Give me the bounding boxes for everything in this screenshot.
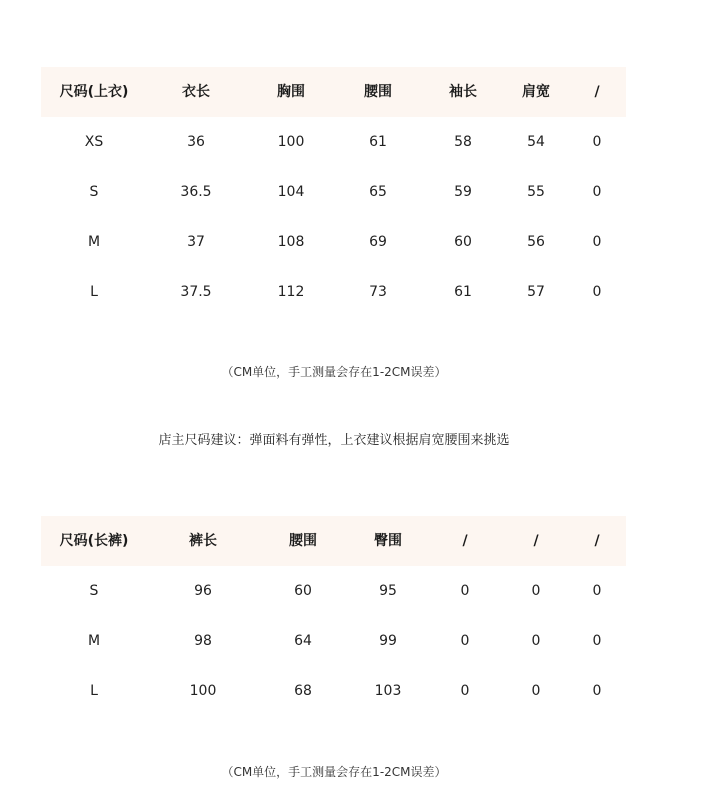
table-row [41, 217, 626, 267]
header-cell-size: 尺码(上衣) [59, 84, 129, 100]
table-cell: 0 [531, 583, 541, 599]
table-cell: 0 [460, 633, 470, 649]
table-cell: 103 [374, 683, 402, 699]
table-row [41, 566, 626, 616]
table-cell: 108 [277, 234, 305, 250]
header-cell-waist: 腰围 [289, 533, 317, 549]
header-cell-hip: 臀围 [374, 533, 402, 549]
table-cell: 57 [527, 284, 545, 300]
table-cell: XS [84, 134, 104, 150]
table-cell: 104 [277, 184, 305, 200]
table-cell: 95 [379, 583, 397, 599]
bottom-table-header-row [41, 516, 626, 566]
header-cell-slash: / [594, 533, 600, 549]
size-advice: 店主尺码建议：弹面料有弹性，上衣建议根据肩宽腰围来挑选 [158, 433, 510, 448]
header-cell-chest: 胸围 [277, 84, 305, 100]
table-cell: M [87, 633, 101, 649]
table-cell: 54 [527, 134, 545, 150]
measurement-note: （CM单位，手工测量会存在1-2CM误差） [221, 765, 447, 779]
table-cell: 96 [194, 583, 212, 599]
header-cell-shoulder: 肩宽 [522, 84, 550, 100]
table-cell: 55 [527, 184, 545, 200]
table-cell: S [89, 184, 99, 200]
table-cell: 37 [187, 234, 205, 250]
table-cell: 60 [454, 234, 472, 250]
header-cell-sleeve: 袖长 [449, 84, 477, 100]
table-cell: 0 [592, 134, 602, 150]
header-cell-waist: 腰围 [364, 84, 392, 100]
table-cell: 36.5 [180, 184, 212, 200]
table-cell: 37.5 [180, 284, 212, 300]
table-cell: 0 [592, 583, 602, 599]
table-cell: L [90, 284, 98, 300]
header-cell-length: 衣长 [182, 84, 210, 100]
table-cell: 69 [369, 234, 387, 250]
header-cell-pants-length: 裤长 [189, 533, 217, 549]
table-cell: M [87, 234, 101, 250]
table-cell: 99 [379, 633, 397, 649]
table-cell: 100 [189, 683, 217, 699]
table-cell: 59 [454, 184, 472, 200]
table-cell: 60 [294, 583, 312, 599]
bottom-size-table [41, 516, 626, 716]
table-row [41, 117, 626, 167]
table-cell: 112 [277, 284, 305, 300]
table-row [41, 167, 626, 217]
measurement-note: （CM单位，手工测量会存在1-2CM误差） [221, 365, 447, 379]
top-table-header-row [41, 67, 626, 117]
table-cell: 73 [369, 284, 387, 300]
table-cell: 0 [592, 683, 602, 699]
header-cell-slash: / [594, 84, 600, 100]
table-cell: 68 [294, 683, 312, 699]
table-row [41, 616, 626, 666]
header-cell-slash: / [533, 533, 539, 549]
table-cell: 100 [277, 134, 305, 150]
table-cell: L [90, 683, 98, 699]
header-cell-slash: / [462, 533, 468, 549]
table-cell: 65 [369, 184, 387, 200]
table-cell: 0 [592, 184, 602, 200]
table-cell: S [89, 583, 99, 599]
table-cell: 56 [527, 234, 545, 250]
table-row [41, 267, 626, 317]
table-cell: 36 [187, 134, 205, 150]
table-cell: 61 [454, 284, 472, 300]
table-cell: 0 [592, 284, 602, 300]
table-cell: 98 [194, 633, 212, 649]
table-cell: 0 [460, 683, 470, 699]
table-row [41, 666, 626, 716]
table-cell: 61 [369, 134, 387, 150]
table-cell: 64 [294, 633, 312, 649]
table-cell: 0 [460, 583, 470, 599]
table-cell: 0 [531, 633, 541, 649]
top-size-table [41, 67, 626, 317]
table-cell: 0 [592, 234, 602, 250]
table-cell: 0 [592, 633, 602, 649]
header-cell-size: 尺码(长裤) [59, 533, 129, 549]
table-cell: 58 [454, 134, 472, 150]
table-cell: 0 [531, 683, 541, 699]
